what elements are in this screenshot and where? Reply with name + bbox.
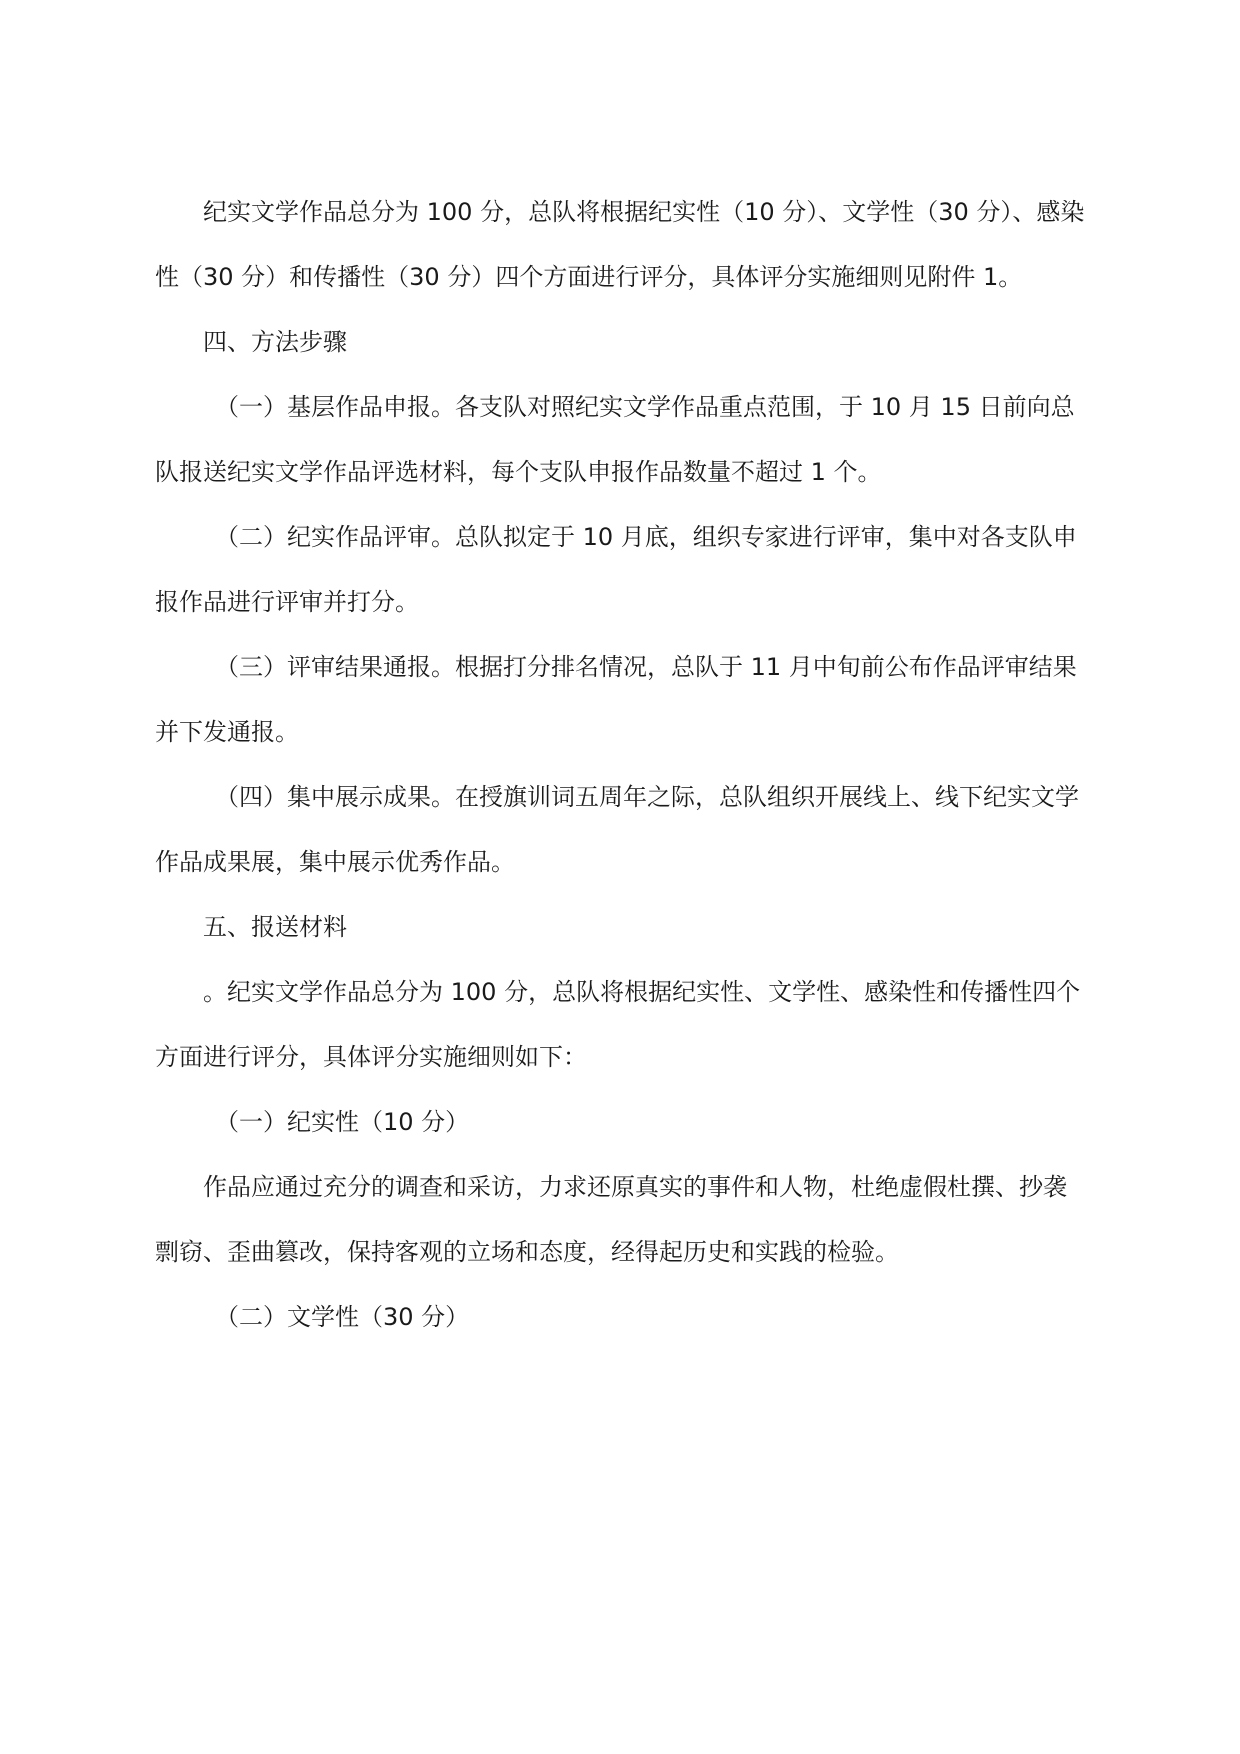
step-works-review: （二）纪实作品评审。总队拟定于 10 月底，组织专家进行评审，集中对各支队申报作品进行评审并打分。	[155, 523, 1077, 616]
paragraph-scoring-rules: 。纪实文学作品总分为 100 分，总队将根据纪实性、文学性、感染性和传播性四个方面进行评分，具体评分实施细则如下：	[155, 978, 1081, 1071]
step-grassroots-submission: （一）基层作品申报。各支队对照纪实文学作品重点范围，于 10 月 15 日前向总队报送纪实文学作品评选材料，每个支队申报作品数量不超过 1 个。	[155, 393, 1075, 486]
paragraph-factuality-desc: 作品应通过充分的调查和采访，力求还原真实的事件和人物，杜绝虚假杜撰、抄袭剽窃、歪曲篡改，保持客观的立场和态度，经得起历史和实践的检验。	[155, 1173, 1067, 1266]
criterion-heading-literariness: （二）文学性（30 分）	[215, 1303, 470, 1331]
section-heading-methods: 四、方法步骤	[203, 328, 347, 356]
paragraph-scoring-total: 纪实文学作品总分为 100 分，总队将根据纪实性（10 分）、文学性（30 分）、感染性（30 分）和传播性（30 分）四个方面进行评分，具体评分实施细则见附件 1。	[155, 198, 1085, 291]
step-results-notice: （三）评审结果通报。根据打分排名情况，总队于 11 月中旬前公布作品评审结果并下发通报。	[155, 653, 1077, 746]
document-body	[155, 180, 1085, 1350]
step-showcase: （四）集中展示成果。在授旗训词五周年之际，总队组织开展线上、线下纪实文学作品成果展，集中展示优秀作品。	[155, 783, 1079, 876]
criterion-heading-factuality: （一）纪实性（10 分）	[215, 1108, 470, 1136]
section-heading-materials: 五、报送材料	[203, 913, 347, 941]
